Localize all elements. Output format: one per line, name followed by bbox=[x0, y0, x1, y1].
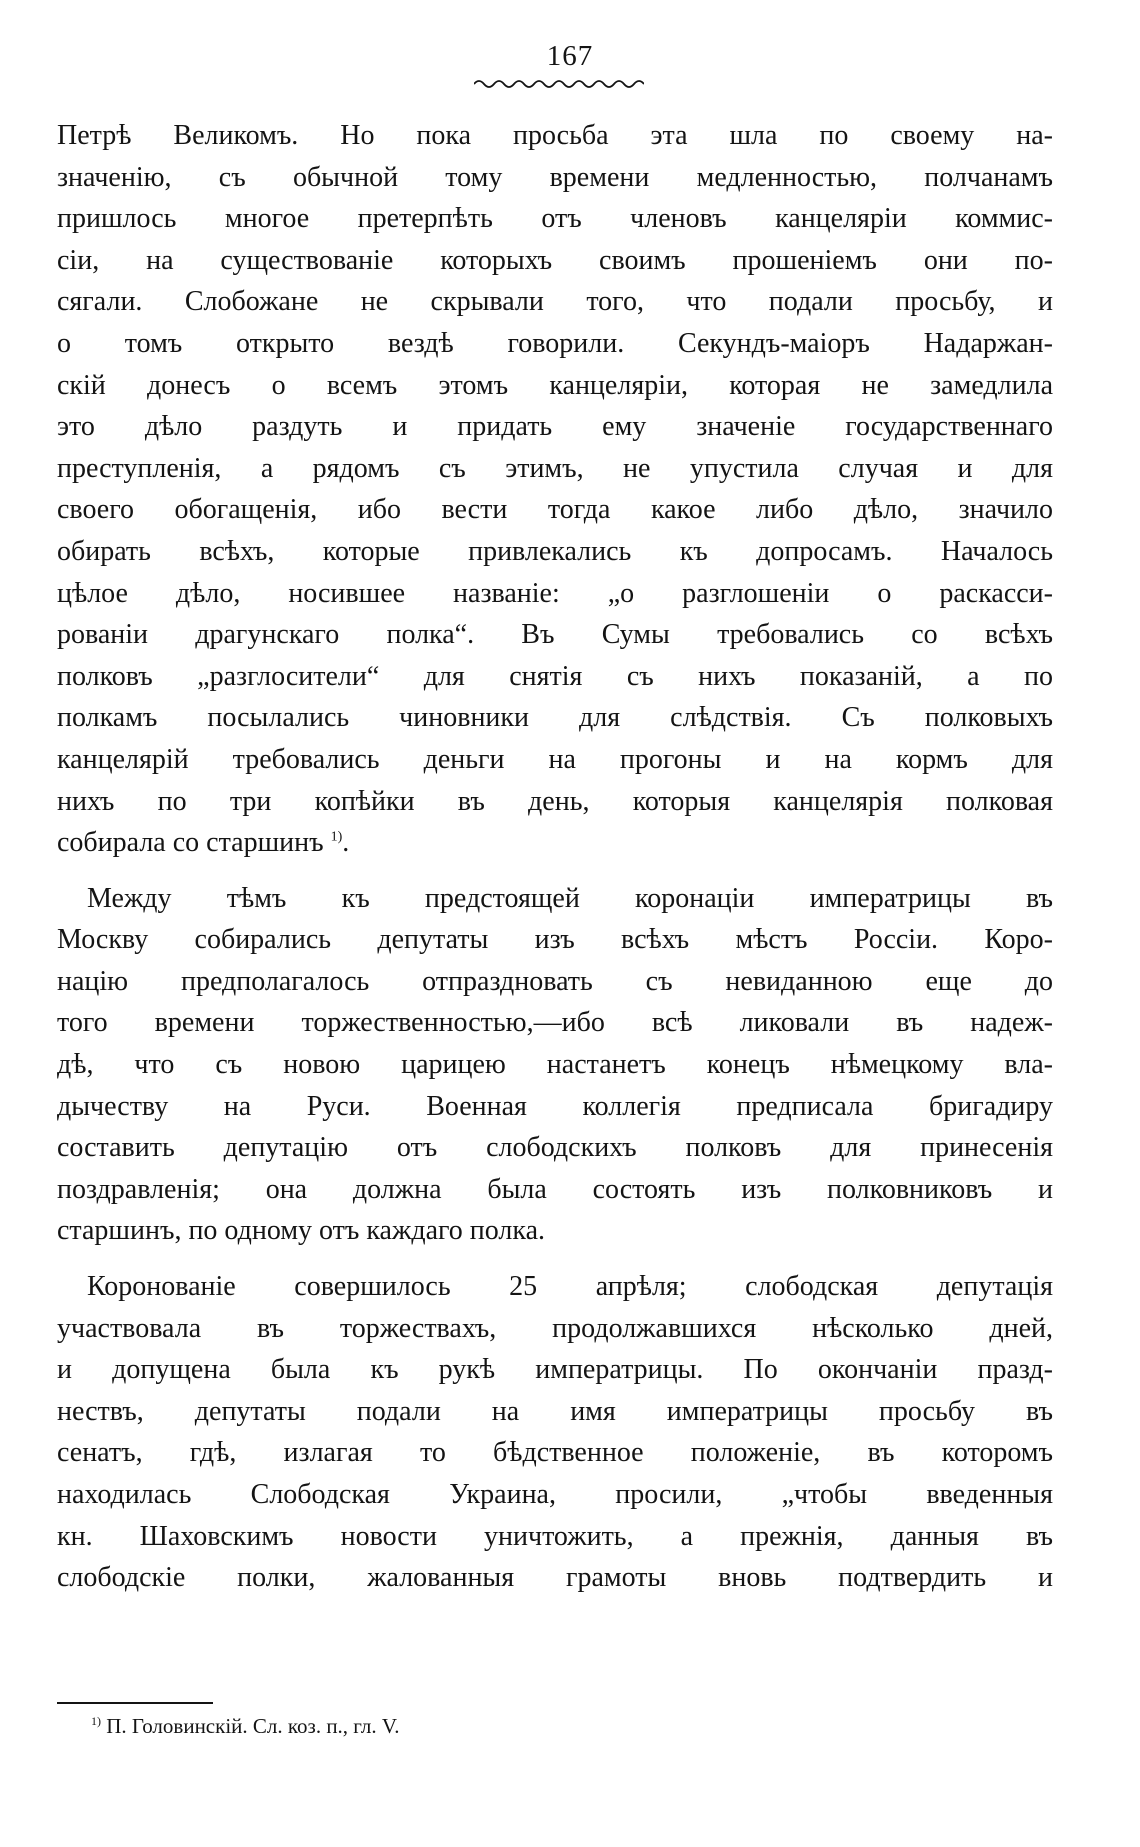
text-line: поздравленія; она должна была состоять изъ полковниковъ и bbox=[57, 1173, 1053, 1205]
text-line: полкамъ посылались чиновники для слѣдствія. Съ полковыхъ bbox=[57, 702, 1053, 734]
wavy-ornament-icon bbox=[474, 78, 644, 90]
page-number: 167 bbox=[546, 40, 594, 72]
text-line: слободскіе полки, жалованныя грамоты вновь подтвердить и bbox=[57, 1562, 1053, 1594]
text-line: нествъ, депутаты подали на имя императрицы просьбу въ bbox=[57, 1395, 1053, 1427]
text-line: націю предполагалось отпраздновать съ невиданною еще до bbox=[57, 965, 1053, 997]
text-line: Москву собирались депутаты изъ всѣхъ мѣстъ Россіи. Коро- bbox=[57, 924, 1053, 956]
text-line: дѣ, что съ новою царицею настанетъ конецъ нѣмецкому вла- bbox=[57, 1049, 1053, 1081]
text-line: дычеству на Руси. Военная коллегія предписала бригадиру bbox=[57, 1090, 1053, 1122]
paragraph-1 bbox=[57, 115, 1053, 864]
text-line: составить депутацію отъ слободскихъ полковъ для принесенія bbox=[57, 1132, 1053, 1164]
text-line: кн. Шаховскимъ новости уничтожить, а прежнія, данныя въ bbox=[57, 1520, 1053, 1552]
text-line: пришлось многое претерпѣть отъ членовъ канцеляріи коммис- bbox=[57, 203, 1053, 235]
text-line: Между тѣмъ къ предстоящей коронаціи императрицы въ bbox=[87, 882, 1053, 914]
text-line: сягали. Слобожане не скрывали того, что подали просьбу, и bbox=[57, 286, 1053, 318]
text-line: значенію, съ обычной тому времени медленностью, полчанамъ bbox=[57, 161, 1053, 193]
text-line: того времени торжественностью,—ибо всѣ ликовали въ надеж- bbox=[57, 1007, 1053, 1039]
text-line: участвовала въ торжествахъ, продолжавшихся нѣсколько дней, bbox=[57, 1312, 1053, 1344]
text-line: сенатъ, гдѣ, излагая то бѣдственное положеніе, въ которомъ bbox=[57, 1437, 1053, 1469]
text-line: Петрѣ Великомъ. Но пока просьба эта шла по своему на- bbox=[57, 120, 1053, 151]
footnote-mark: 1) bbox=[91, 1714, 101, 1728]
text-line: своего обогащенія, ибо вести тогда какое либо дѣло, значило bbox=[57, 494, 1053, 526]
text-line: рованіи драгунскаго полка“. Въ Сумы требовались со всѣхъ bbox=[57, 619, 1053, 651]
text-segment: собирала со старшинъ bbox=[57, 827, 324, 859]
text-line: канцелярій требовались деньги на прогоны и на кормъ для bbox=[57, 743, 1053, 775]
body-text bbox=[57, 115, 1053, 1599]
text-line: сіи, на существованіе которыхъ своимъ прошеніемъ они по- bbox=[57, 244, 1053, 276]
text-line: Коронованіе совершилось 25 апрѣля; слободская депутація bbox=[87, 1271, 1053, 1303]
sentence-end: . bbox=[342, 827, 350, 859]
text-line: скій донесъ о всемъ этомъ канцеляріи, которая не замедлила bbox=[57, 369, 1053, 401]
text-line: цѣлое дѣло, носившее названіе: „о разглошеніи о раскасси- bbox=[57, 577, 1053, 609]
text-line: нихъ по три копѣйки въ день, которыя канцелярія полковая bbox=[57, 785, 1053, 817]
text-line: обирать всѣхъ, которые привлекались къ допросамъ. Началось bbox=[57, 535, 1053, 567]
footnote-divider bbox=[57, 1702, 213, 1704]
text-line: старшинъ, по одному отъ каждаго полка. bbox=[57, 1215, 545, 1247]
footnote bbox=[91, 1710, 400, 1742]
footnote-reference: 1) bbox=[330, 829, 343, 845]
paragraph-3 bbox=[57, 1266, 1053, 1599]
text-line: преступленія, а рядомъ съ этимъ, не упустила случая и для bbox=[57, 452, 1053, 484]
text-line: это дѣло раздуть и придать ему значеніе государственнаго bbox=[57, 411, 1053, 443]
text-line: находилась Слободская Украина, просили, „чтобы введенныя bbox=[57, 1479, 1053, 1510]
footnote-text: П. Головинскій. Сл. коз. п., гл. V. bbox=[106, 1714, 400, 1738]
text-line: и допущена была къ рукѣ императрицы. По окончаніи празд- bbox=[57, 1354, 1053, 1386]
text-line: о томъ открыто вездѣ говорили. Секундъ-маіоръ Надаржан- bbox=[57, 327, 1053, 359]
text-line: полковъ „разглосители“ для снятія съ нихъ показаній, а по bbox=[57, 660, 1053, 692]
paragraph-2 bbox=[57, 878, 1053, 1252]
text-line bbox=[57, 822, 1053, 864]
